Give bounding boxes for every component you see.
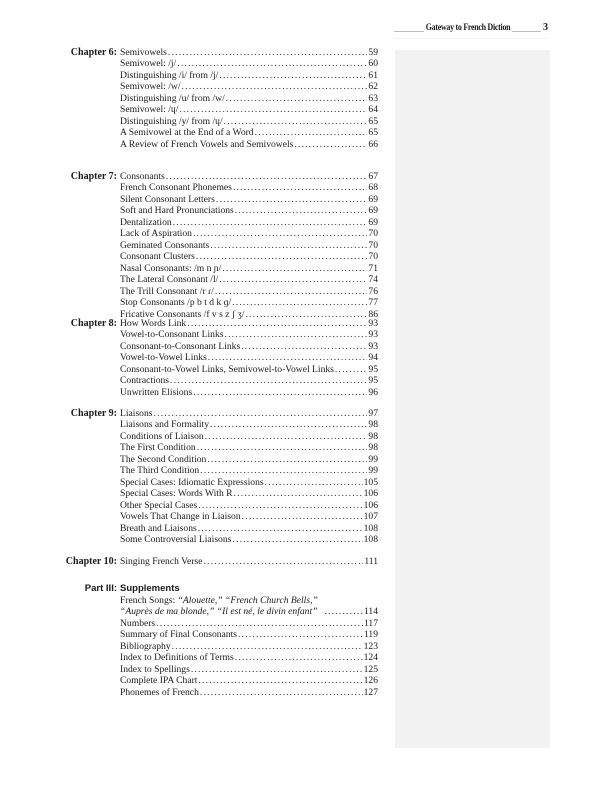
- toc-entry[interactable]: [120, 387, 378, 399]
- toc-entry-page: 94: [368, 352, 378, 363]
- toc-entry-page: 69: [368, 193, 378, 205]
- toc-entry[interactable]: [120, 352, 378, 364]
- toc-entry-title: Contractions: [120, 375, 170, 386]
- dot-leader: [235, 205, 368, 217]
- toc-entry-title: The Second Condition: [120, 453, 207, 465]
- dot-leader: [166, 171, 368, 183]
- toc-entry[interactable]: [120, 442, 378, 454]
- dot-leader: [294, 139, 367, 151]
- toc-entry-page: 74: [368, 274, 378, 285]
- dot-leader: [198, 675, 362, 687]
- toc-entry[interactable]: [120, 618, 378, 630]
- toc-entry-page: 67: [368, 170, 378, 182]
- toc-entry-title: Dentalization: [120, 216, 172, 228]
- toc-entry-page: 98: [368, 419, 378, 430]
- songs-prefix: French Songs:: [120, 594, 178, 606]
- dot-leader: [224, 329, 367, 341]
- toc-entry-page: 61: [368, 69, 378, 81]
- toc-entry-title: Distinguishing /y/ from /ɥ/: [120, 115, 223, 127]
- toc-entry-title: Lack of Aspiration: [120, 228, 192, 239]
- chapter7-label: Chapter 7:: [70, 170, 117, 182]
- toc-entry[interactable]: [120, 556, 378, 568]
- toc-entry-title: Distinguishing /i/ from /j/: [120, 69, 219, 81]
- toc-entry-title: Semivowels: [120, 46, 167, 58]
- dot-leader: [179, 104, 367, 116]
- toc-entry-title: Silent Consonant Letters: [120, 193, 215, 205]
- toc-entry-page: 126: [363, 675, 378, 686]
- toc-entry-page: 127: [363, 686, 378, 698]
- dot-leader: [156, 618, 363, 630]
- supplements-heading: Supplements: [120, 583, 180, 594]
- toc-entry-page: 124: [363, 652, 378, 663]
- toc-entry-title: Numbers: [120, 617, 156, 629]
- toc-entry[interactable]: [120, 500, 378, 512]
- songs-titles-italic: “Alouette,” “French Church Bells,”: [177, 594, 318, 606]
- toc-entry-page: 99: [368, 453, 378, 465]
- toc-entry-page: 106: [363, 499, 378, 511]
- dot-leader: [210, 240, 367, 252]
- dot-leader: [200, 687, 363, 699]
- toc-entry-title: Special Cases: Words With R: [120, 488, 233, 499]
- dot-leader: [191, 664, 363, 676]
- toc-entry[interactable]: [120, 81, 378, 93]
- dot-leader: [170, 375, 367, 387]
- toc-entry[interactable]: [120, 641, 378, 653]
- toc-entry-title: Consonant Clusters: [120, 251, 195, 262]
- chapter8-label: Chapter 8:: [70, 317, 117, 329]
- toc-entry-page: 99: [368, 465, 378, 476]
- toc-entry-page: 108: [363, 522, 378, 534]
- toc-entry-title: Index to Spellings: [120, 663, 190, 675]
- chapter6-label: Chapter 6:: [70, 46, 117, 58]
- toc-entry[interactable]: [120, 70, 378, 82]
- toc-entry-title: Summary of Final Consonants: [120, 629, 237, 640]
- toc-entry-title: The Trill Consonant /r ɾ/: [120, 285, 214, 297]
- toc-entry-title: Vowel-to-Vowel Links: [120, 352, 207, 363]
- toc-entry[interactable]: [120, 297, 378, 309]
- dot-leader: [265, 477, 363, 489]
- header-divider: [394, 38, 548, 39]
- toc-entry[interactable]: [120, 629, 378, 641]
- toc-entry-page: 60: [368, 58, 378, 69]
- toc-entry[interactable]: [120, 408, 378, 420]
- toc-entry[interactable]: [120, 93, 378, 105]
- dot-leader: [219, 274, 367, 286]
- toc-entry-page: 97: [368, 407, 378, 419]
- dot-leader: [196, 251, 368, 263]
- toc-entry-page: 69: [368, 216, 378, 228]
- toc-entry-title: The Lateral Consonant /l/: [120, 274, 219, 285]
- toc-entry-title: Consonant-to-Vowel Links, Semivowel-to-Vowel Links: [120, 363, 334, 375]
- toc-entry-french-songs[interactable]: [120, 595, 378, 607]
- toc-entry-page: 64: [368, 104, 378, 115]
- toc-entry-title: How Words Link: [120, 317, 187, 329]
- toc-entry-title: Soft and Hard Pronunciations: [120, 205, 234, 216]
- dot-leader: [233, 182, 367, 194]
- toc-entry[interactable]: [120, 116, 378, 128]
- dot-leader: [235, 652, 363, 664]
- dot-leader: [187, 318, 367, 330]
- toc-entry-title: Distinguishing /u/ from /w/: [120, 92, 225, 104]
- songs-titles-italic: “Auprès de ma blonde,” “Il est né, le divin enfant”: [120, 606, 318, 617]
- toc-entry[interactable]: [120, 58, 378, 70]
- toc-entry-page: 65: [368, 127, 378, 138]
- dot-leader: [154, 408, 368, 420]
- toc-entry-page: 70: [368, 239, 378, 251]
- toc-entry[interactable]: [120, 240, 378, 252]
- toc-entry[interactable]: [120, 171, 378, 183]
- toc-entry[interactable]: [120, 477, 378, 489]
- toc-entry[interactable]: [120, 329, 378, 341]
- toc-entry[interactable]: [120, 104, 378, 116]
- toc-entry[interactable]: [120, 217, 378, 229]
- toc-entry-page: 123: [363, 640, 378, 652]
- toc-entry[interactable]: [120, 664, 378, 676]
- toc-entry-page: 98: [368, 430, 378, 442]
- toc-entry-page: 70: [368, 228, 378, 239]
- running-header: [394, 22, 554, 34]
- toc-entry[interactable]: [120, 523, 378, 535]
- toc-entry-title: Liaisons and Formality: [120, 419, 209, 430]
- toc-entry[interactable]: [120, 127, 378, 139]
- toc-entry-title: Consonant-to-Consonant Links: [120, 340, 241, 352]
- toc-entry[interactable]: [120, 364, 378, 376]
- toc-entry[interactable]: [120, 687, 378, 699]
- toc-entry-title: Singing French Verse: [120, 555, 203, 567]
- toc-entry[interactable]: [120, 318, 378, 330]
- toc-entry-page: 95: [368, 363, 378, 375]
- dot-leader: [241, 341, 367, 353]
- toc-entry[interactable]: [120, 286, 378, 298]
- dot-leader: [210, 419, 367, 431]
- toc-entry-page: 119: [363, 629, 378, 640]
- toc-entry-title: Geminated Consonants: [120, 239, 210, 251]
- toc-entry-page: 106: [363, 488, 378, 499]
- toc-entry-title: Nasal Consonants: /m n ɲ/: [120, 262, 222, 274]
- toc-entry-title: Semivowel: /j/: [120, 58, 177, 69]
- dot-leader: [182, 81, 368, 93]
- toc-entry-french-songs-cont[interactable]: [120, 606, 378, 618]
- toc-entry-title: [120, 606, 318, 618]
- toc-entry-page: 59: [368, 46, 378, 58]
- toc-entry-title: Vowels That Change in Liaison: [120, 511, 241, 522]
- dot-leader: [219, 70, 367, 82]
- dot-leader: [197, 442, 368, 454]
- toc-entry-page: 77: [368, 297, 378, 308]
- toc-entry-page: 108: [363, 534, 378, 545]
- dot-leader: [173, 217, 368, 229]
- dot-leader: [200, 465, 367, 477]
- toc-entry-title: A Review of French Vowels and Semivowels: [120, 138, 294, 150]
- page-number: 3: [543, 22, 548, 33]
- dot-leader: [226, 93, 368, 105]
- toc-entry[interactable]: [120, 511, 378, 523]
- toc-entry[interactable]: [120, 263, 378, 275]
- toc-entry-page: 111: [364, 555, 378, 567]
- toc-entry-title: Semivowel: /ɥ/: [120, 104, 179, 115]
- dot-leader: [172, 641, 363, 653]
- toc-entry-page: 107: [363, 511, 378, 522]
- toc-entry-page: 93: [368, 329, 378, 340]
- toc-entry-title: A Semivowel at the End of a Word: [120, 127, 254, 138]
- chapter9-label: Chapter 9:: [70, 407, 117, 419]
- toc-entry[interactable]: [120, 228, 378, 240]
- dot-leader: [216, 194, 368, 206]
- toc-entry-page: 93: [368, 340, 378, 352]
- toc-entry-title: Special Cases: Idiomatic Expressions: [120, 476, 264, 488]
- toc-entry-page: 114: [363, 606, 378, 617]
- toc-entry-title: Consonants: [120, 170, 165, 182]
- toc-entry-title: French Consonant Phonemes: [120, 182, 232, 193]
- toc-entry-page: 63: [368, 92, 378, 104]
- toc-entry-page: 65: [368, 115, 378, 127]
- toc-entry[interactable]: [120, 488, 378, 500]
- dot-leader: [242, 511, 363, 523]
- toc-entry-title: Conditions of Liaison: [120, 430, 204, 442]
- dot-leader: [234, 488, 363, 500]
- dot-leader: [198, 523, 363, 535]
- dot-leader: [207, 454, 367, 466]
- toc-entry-page: 71: [368, 262, 378, 274]
- dot-leader: [198, 500, 362, 512]
- side-panel: [395, 50, 550, 748]
- dot-leader: [215, 286, 368, 298]
- dot-leader: [232, 297, 367, 309]
- toc-entry-title: Index to Definitions of Terms: [120, 652, 234, 663]
- toc-entry-page: 68: [368, 182, 378, 193]
- toc-entry[interactable]: [120, 465, 378, 477]
- toc-entry-page: 105: [363, 476, 378, 488]
- toc-entry-page: 86: [368, 308, 378, 320]
- dot-leader: [224, 116, 368, 128]
- toc-entry[interactable]: [120, 375, 378, 387]
- toc-entry[interactable]: [120, 431, 378, 443]
- dot-leader: [238, 629, 363, 641]
- toc-entry[interactable]: [120, 341, 378, 353]
- toc-entry[interactable]: [120, 454, 378, 466]
- toc-entry-title: Bibliography: [120, 640, 171, 652]
- toc-entry-page: 62: [368, 81, 378, 92]
- toc-entry[interactable]: [120, 251, 378, 263]
- toc-entry[interactable]: [120, 47, 378, 59]
- toc-entry-page: 125: [363, 663, 378, 675]
- dot-leader: [205, 431, 368, 443]
- toc-entry-title: Other Special Cases: [120, 499, 198, 511]
- toc-entry-title: [120, 595, 319, 607]
- toc-entry[interactable]: [120, 274, 378, 286]
- toc-entry-page: 117: [363, 617, 378, 629]
- dot-leader: [255, 127, 368, 139]
- toc-entry-page: 98: [368, 442, 378, 453]
- toc-entry-title: Fricative Consonants /f v s z ʃ ʒ/: [120, 308, 245, 320]
- toc-entry[interactable]: [120, 182, 378, 194]
- toc-entry[interactable]: [120, 652, 378, 664]
- dot-leader: [324, 606, 362, 618]
- toc-entry[interactable]: [120, 139, 378, 151]
- toc-entry[interactable]: [120, 205, 378, 217]
- dot-leader: [177, 58, 367, 70]
- toc-entry-title: Some Controversial Liaisons: [120, 534, 232, 545]
- toc-entry-page: 93: [368, 317, 378, 329]
- dot-leader: [232, 534, 362, 546]
- dot-leader: [222, 263, 367, 275]
- toc-entry[interactable]: [120, 194, 378, 206]
- toc-entry-title: Complete IPA Chart: [120, 675, 198, 686]
- dot-leader: [193, 387, 367, 399]
- toc-entry[interactable]: [120, 419, 378, 431]
- toc-entry-title: Unwritten Elisions: [120, 386, 193, 398]
- chapter10-label: Chapter 10:: [65, 555, 117, 567]
- running-title: Gateway to French Diction: [425, 22, 511, 32]
- toc-entry-title: Vowel-to-Consonant Links: [120, 329, 224, 340]
- dot-leader: [203, 556, 363, 568]
- toc-entry-title: Breath and Liaisons: [120, 522, 197, 534]
- dot-leader: [335, 364, 368, 376]
- toc-entry-page: 95: [368, 375, 378, 386]
- toc-entry-title: Semivowel: /w/: [120, 81, 181, 92]
- toc-entry-page: 69: [368, 205, 378, 216]
- toc-entry[interactable]: [120, 675, 378, 687]
- toc-entry-title: The Third Condition: [120, 465, 200, 476]
- toc-entry-page: 70: [368, 251, 378, 262]
- toc-entry[interactable]: [120, 534, 378, 546]
- toc-entry-page: 96: [368, 386, 378, 398]
- part3-label: Part III:: [84, 583, 117, 594]
- toc-entry-title: Liaisons: [120, 407, 153, 419]
- toc-entry-title: Phonemes of French: [120, 686, 199, 698]
- toc-entry-page: 66: [368, 138, 378, 150]
- dot-leader: [193, 228, 367, 240]
- dot-leader: [208, 352, 368, 364]
- toc-entry-title: The First Condition: [120, 442, 196, 453]
- toc-entry-page: 76: [368, 285, 378, 297]
- dot-leader: [168, 47, 368, 59]
- toc-entry-title: Stop Consonants /p b t d k ɡ/: [120, 297, 232, 308]
